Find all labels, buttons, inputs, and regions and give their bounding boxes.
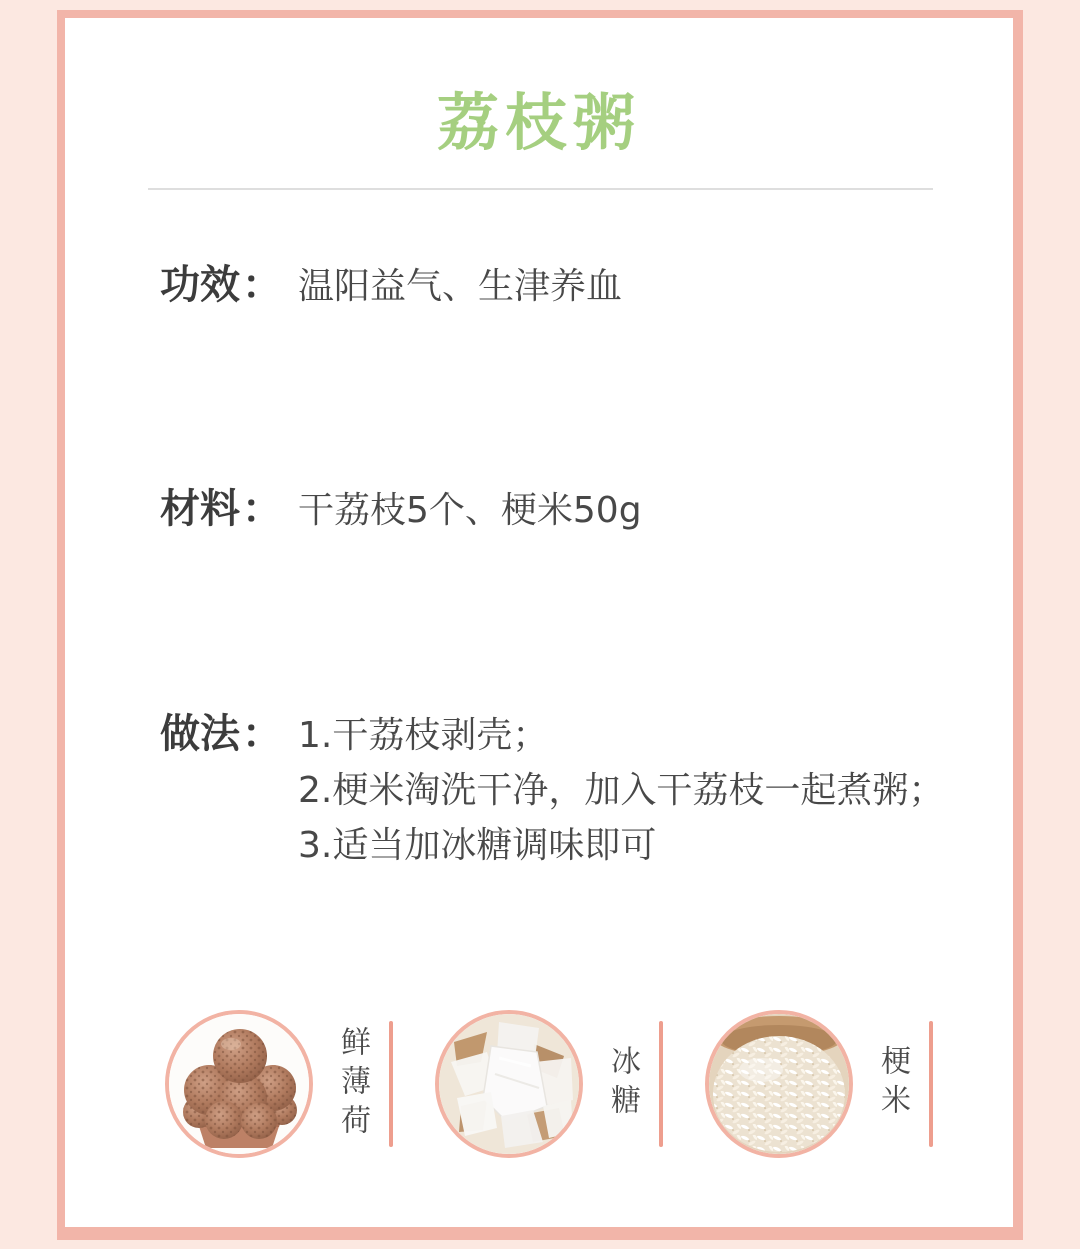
gallery-divider-3 bbox=[929, 1021, 933, 1147]
gallery-label-rock-sugar: 冰糖 bbox=[605, 1045, 640, 1123]
step-2: 2.梗米淘洗干净，加入干荔枝一起煮粥； bbox=[298, 770, 945, 811]
rice-photo bbox=[705, 1010, 853, 1158]
rock-sugar-photo bbox=[435, 1010, 583, 1158]
section-ingredients bbox=[160, 482, 642, 538]
steps-label-colon: ： bbox=[242, 711, 282, 757]
section-steps bbox=[160, 707, 944, 873]
gallery-divider-1 bbox=[389, 1021, 393, 1147]
section-effect bbox=[160, 258, 622, 314]
section-ingredients-label bbox=[160, 482, 282, 537]
gallery-divider-2 bbox=[659, 1021, 663, 1147]
title-divider bbox=[148, 188, 933, 190]
step-3: 3.适当加冰糖调味即可 bbox=[298, 825, 657, 866]
rice-illustration bbox=[709, 1014, 849, 1154]
gallery-label-lychee: 鲜薄荷 bbox=[335, 1025, 370, 1143]
rock-sugar-illustration bbox=[439, 1014, 579, 1154]
section-effect-label bbox=[160, 258, 282, 313]
effect-label-colon: ： bbox=[242, 262, 282, 308]
dried-lychee-photo bbox=[165, 1010, 313, 1158]
gallery-item-rock-sugar bbox=[435, 1010, 705, 1158]
ingredient-gallery bbox=[165, 1010, 933, 1158]
step-1: 1.干荔枝剥壳； bbox=[298, 715, 549, 756]
ingredients-label-highlight: 材料 bbox=[160, 482, 240, 537]
gallery-item-lychee bbox=[165, 1010, 435, 1158]
steps-label-highlight: 做法 bbox=[160, 707, 240, 762]
section-ingredients-content: 干荔枝5个、梗米50g bbox=[298, 490, 642, 531]
dried-lychee-illustration bbox=[169, 1014, 309, 1154]
section-steps-label bbox=[160, 707, 282, 762]
effect-label-highlight: 功效 bbox=[160, 258, 240, 313]
recipe-title: 荔枝粥 bbox=[436, 86, 641, 159]
section-steps-content bbox=[298, 708, 944, 873]
section-effect-content: 温阳益气、生津养血 bbox=[298, 266, 623, 307]
gallery-item-rice bbox=[705, 1010, 933, 1158]
gallery-label-rice: 梗米 bbox=[875, 1045, 910, 1123]
ingredients-label-colon: ： bbox=[242, 486, 282, 532]
